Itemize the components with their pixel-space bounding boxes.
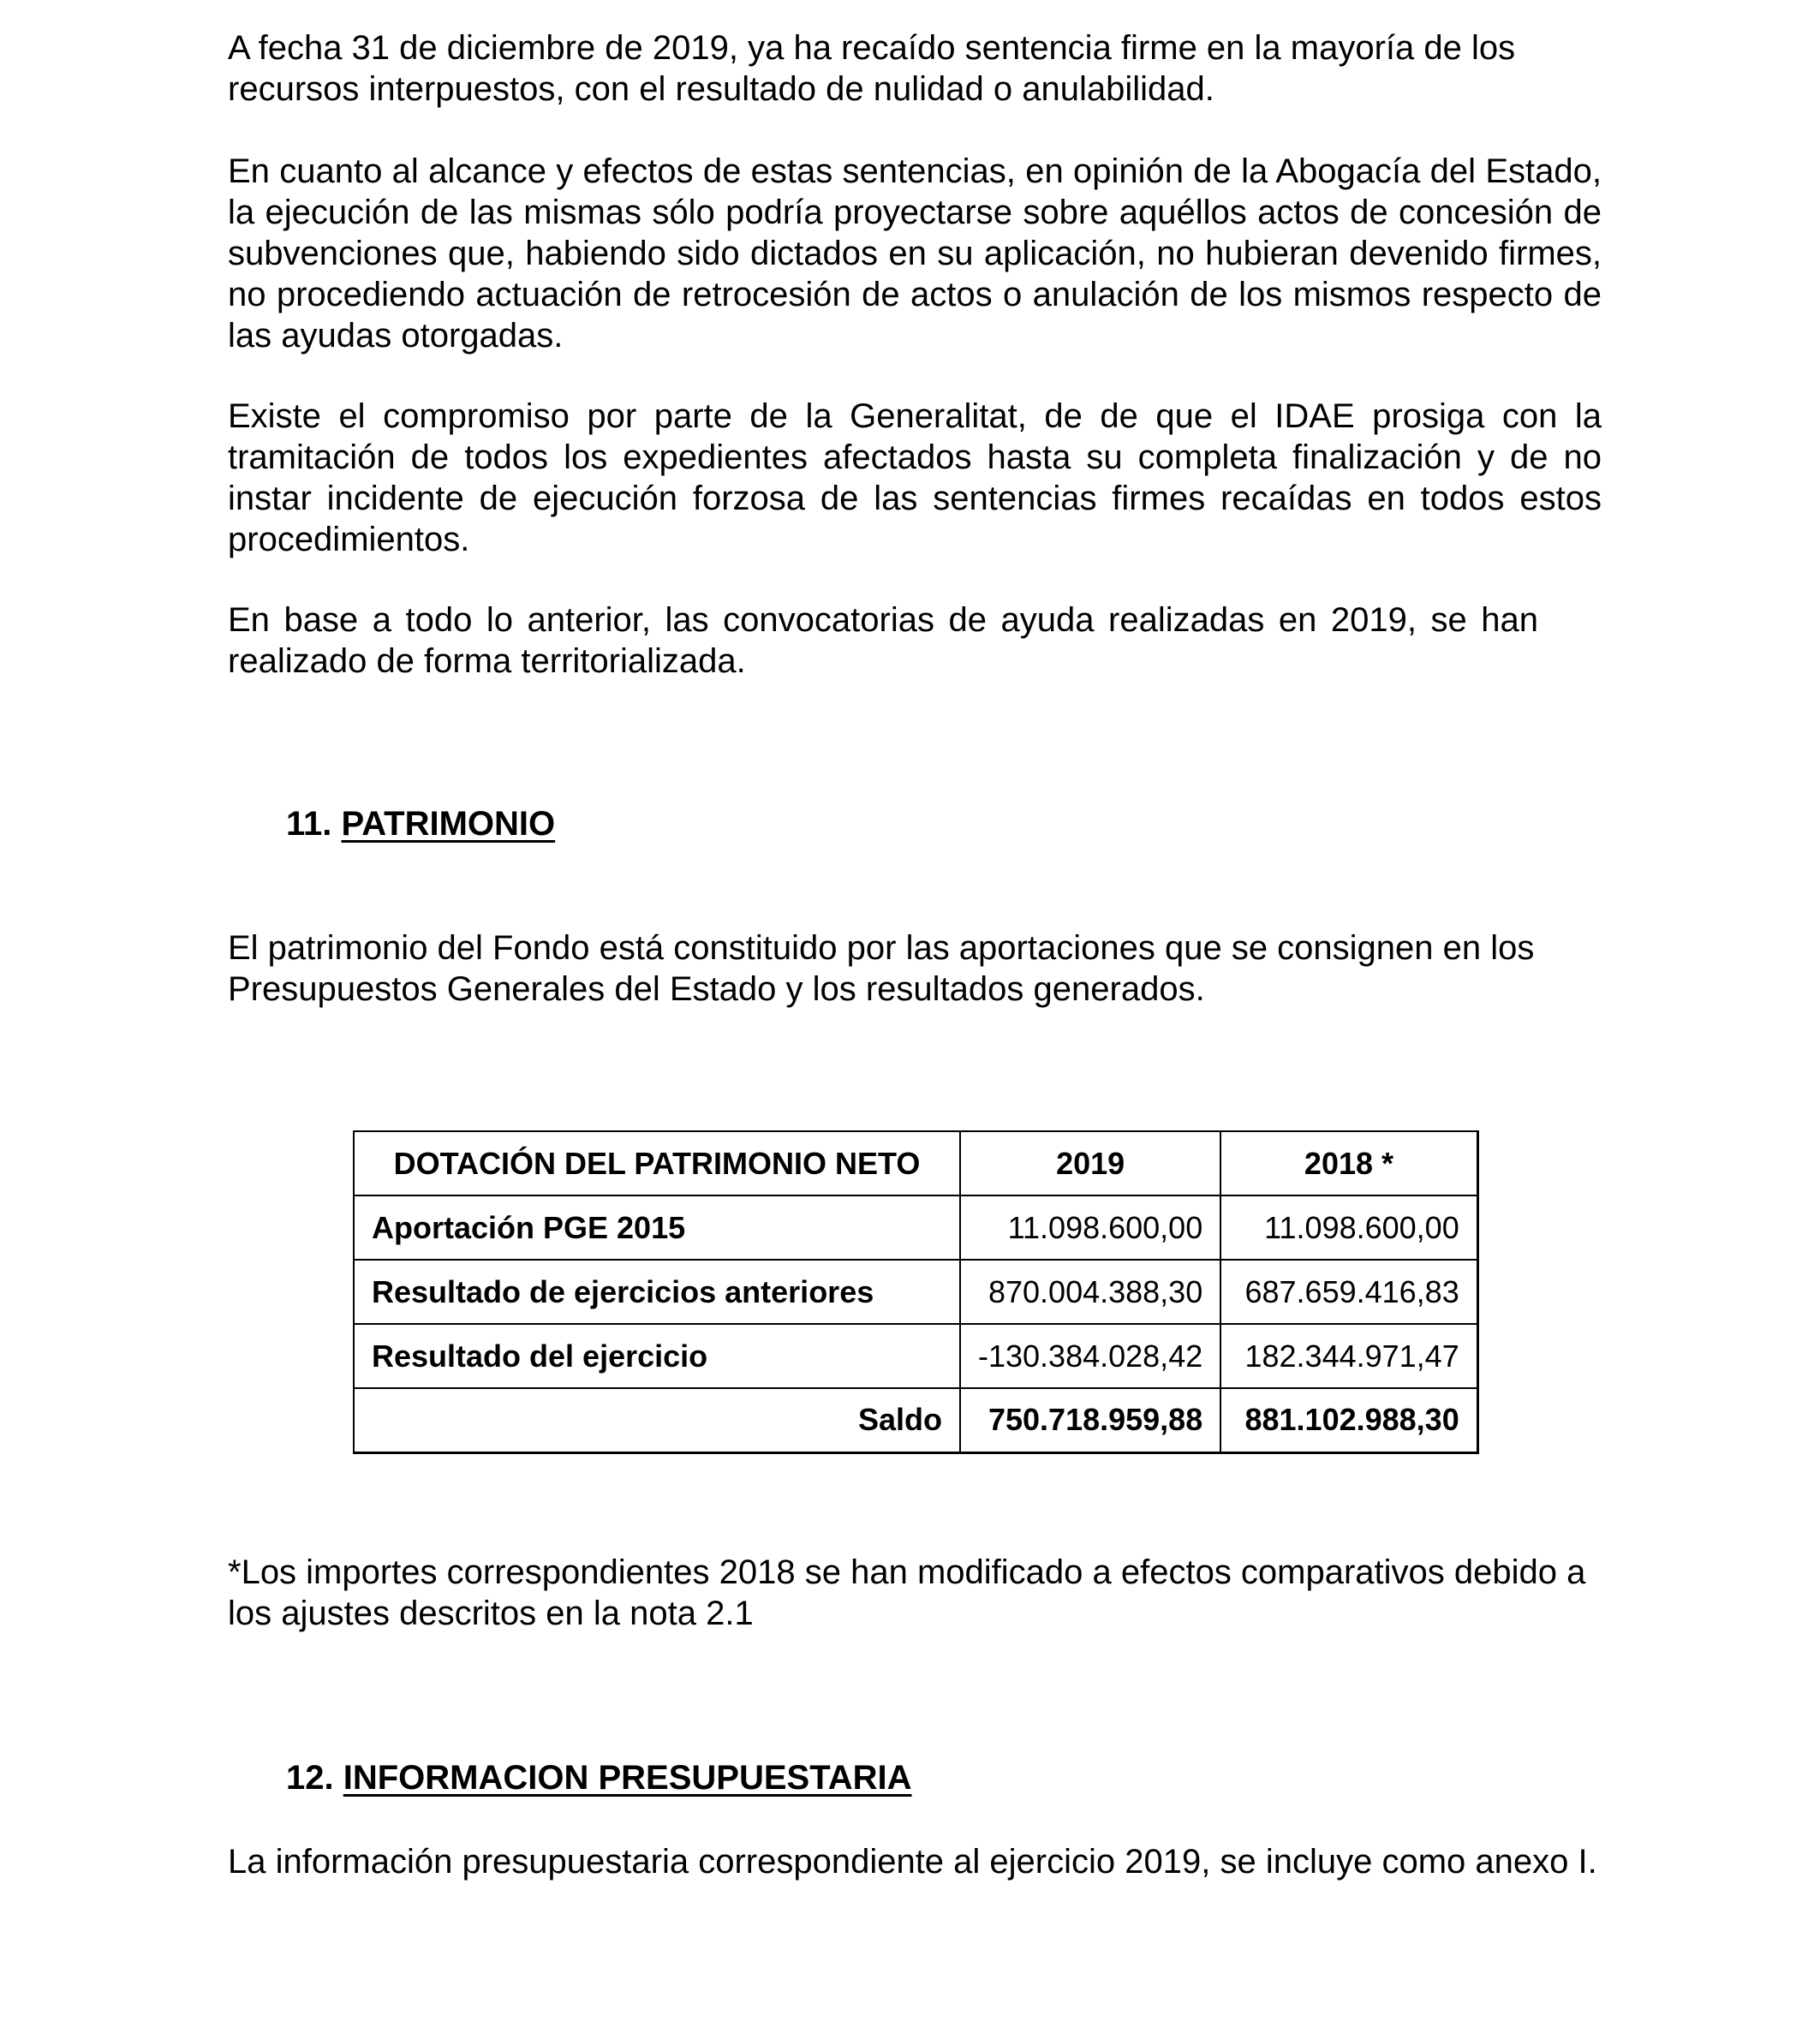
total-2019: 750.718.959,88 (960, 1388, 1220, 1452)
section-number: 11. (286, 805, 332, 843)
cell-2018: 687.659.416,83 (1220, 1260, 1477, 1324)
cell-2019: 870.004.388,30 (960, 1260, 1220, 1324)
cell-2019: -130.384.028,42 (960, 1324, 1220, 1388)
section-heading-patrimonio (286, 803, 555, 844)
total-2018: 881.102.988,30 (1220, 1388, 1477, 1452)
cell-2018: 182.344.971,47 (1220, 1324, 1477, 1388)
section-title: PATRIMONIO (341, 805, 556, 843)
table-row (354, 1260, 1477, 1324)
table-row (354, 1195, 1477, 1260)
table-header-row (354, 1131, 1477, 1195)
column-header-2019: 2019 (960, 1131, 1220, 1195)
row-label: Resultado de ejercicios anteriores (354, 1260, 960, 1324)
patrimonio-table (353, 1130, 1479, 1454)
cell-2018: 11.098.600,00 (1220, 1195, 1477, 1260)
section-number: 12. (286, 1759, 334, 1797)
paragraph-alcance-efectos: En cuanto al alcance y efectos de estas sentencias, en opinión de la Abogacía del Estado, la ejecución de las mismas sólo podría proyectarse sobre aquéllos actos de concesión de subvenciones que, habiendo sido dictados en su aplicación, no hubieran devenido firmes, no procediendo actuación de retrocesión de actos o anulación de los mismos respecto de las ayudas otorgadas. (228, 152, 1602, 355)
row-label: Resultado del ejercicio (354, 1324, 960, 1388)
section-heading-informacion-presupuestaria (286, 1757, 911, 1798)
table-row (354, 1324, 1477, 1388)
row-label: Aportación PGE 2015 (354, 1195, 960, 1260)
paragraph-convocatorias: En base a todo lo anterior, las convocatorias de ayuda realizadas en 2019, se han realizado de forma territorializada. (228, 601, 1538, 680)
footnote: *Los importes correspondientes 2018 se han modificado a efectos comparativos debido a los ajustes descritos en la nota 2.1 (228, 1553, 1586, 1632)
paragraph-informacion-presupuestaria: La información presupuestaria correspondiente al ejercicio 2019, se incluye como anexo I. (228, 1843, 1597, 1881)
table-total-row (354, 1388, 1477, 1452)
total-label: Saldo (354, 1388, 960, 1452)
paragraph-patrimonio-intro: El patrimonio del Fondo está constituido por las aportaciones que se consignen en los Presupuestos Generales del Estado y los resultados generados. (228, 929, 1535, 1008)
paragraph-compromiso-generalitat: Existe el compromiso por parte de la Generalitat, de de que el IDAE prosiga con la tramitación de todos los expedientes afectados hasta su completa finalización y de no instar incidente de ejecución forzosa de las sentencias firmes recaídas en todos estos procedimientos. (228, 397, 1602, 558)
paragraph-sentencias: A fecha 31 de diciembre de 2019, ya ha recaído sentencia firme en la mayoría de los recursos interpuestos, con el resultado de nulidad o anulabilidad. (228, 29, 1516, 108)
cell-2019: 11.098.600,00 (960, 1195, 1220, 1260)
column-header-2018: 2018 * (1220, 1131, 1477, 1195)
column-header-concept: DOTACIÓN DEL PATRIMONIO NETO (354, 1131, 960, 1195)
section-title: INFORMACION PRESUPUESTARIA (343, 1759, 912, 1797)
